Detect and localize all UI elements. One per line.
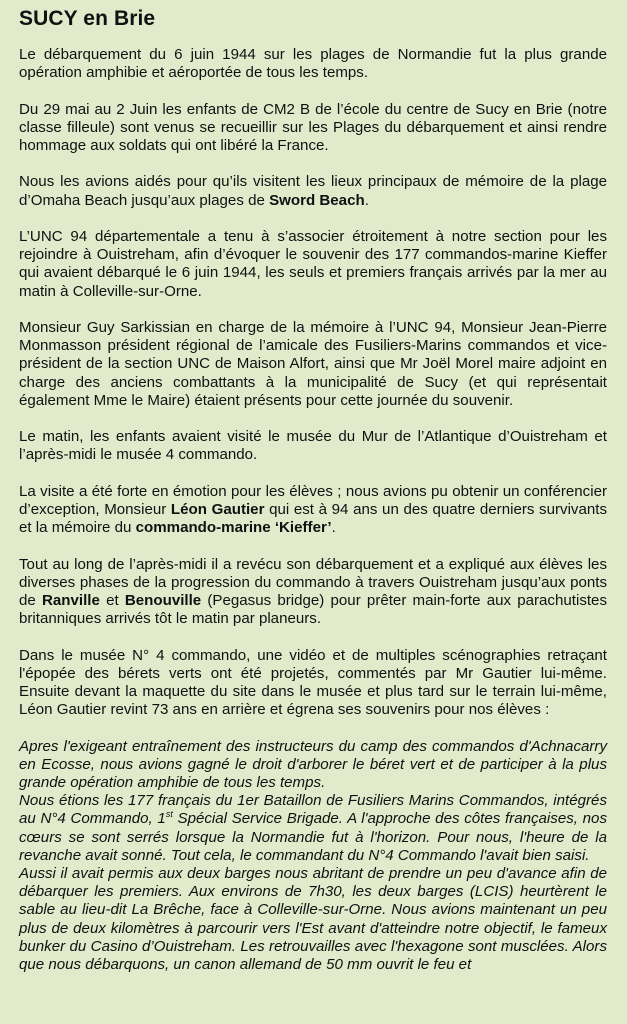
quote-landing: Aussi il avait permis aux deux barges nous abritant de prendre un peu d'avance afin de débarquer les premiers. Aux environs de 7h30, les deux barges (LCIS) heurtèrent le sable au lieu-dit La Brêche, face à Colleville-sur-Orne. Nous avions maintenant un peu plus de deux kilomètres à parcourir vers l'Est avant d'atteindre notre objectif, le fameux bunker du Casino d’Ouistreham. Les retrouvailles avec l'hexagone sont musclées. Alors que nous débarquons, un canon allemand de 50 mm ouvrit le feu et	[19, 865, 607, 974]
benouville-bold: Benouville	[124, 591, 202, 609]
page-title: SUCY en Brie	[19, 7, 156, 30]
commando-kieffer-bold: commando-marine ‘Kieffer’	[135, 519, 332, 537]
paragraph-unc94: L’UNC 94 départementale a tenu à s’associer étroitement à notre section pour les rejoindre à Ouistreham, afin d’évoquer le souvenir des 177 commandos-marine Kieffer qui avaient débarqué le 6 juin 1944, les seuls et premiers français arrivés par la mer au matin à Colleville-sur-Orne.	[19, 227, 607, 300]
paragraph-attendees: Monsieur Guy Sarkissian en charge de la mémoire à l’UNC 94, Monsieur Jean-Pierre Monmasson président régional de l’amicale des Fusiliers-Marins commandos et vice-président de la section UNC de Maison Alfort, ainsi que Mr Joël Morel maire adjoint en charge des anciens combattants à la municipalité de Sucy (et qui représentait également Mme le Maire) étaient présents pour cette journée du souvenir.	[19, 318, 607, 409]
article-body	[19, 46, 607, 974]
paragraph-gautier: La visite a été forte en émotion pour les élèves ; nous avions pu obtenir un conférencier d’exception, Monsieur Léon Gautier qui est à 94 ans un des quatre derniers survivants et la mémoire du commando-marine ‘Kieffer’.	[19, 482, 607, 537]
ranville-bold: Ranville	[41, 591, 100, 609]
quote-training: Apres l'exigeant entraînement des instructeurs du camp des commandos d'Achnacarry en Ecosse, nous avions gagné le droit d'arborer le béret vert et de participer à la plus grande opération amphibie de tous les temps.	[19, 737, 607, 791]
quote-battalion: Nous étions les 177 français du 1er Bataillon de Fusiliers Marins Commandos, intégrés au N°4 Commando, 1st Spécial Service Brigade. A l'approche des côtes françaises, nos cœurs se sont serrés lorsque la Normandie fut à l'horizon. Pour nous, l'heure de la revanche avait sonné. Tout cela, le commandant du N°4 Commando l'avait bien saisi.	[19, 792, 607, 864]
paragraph-museum-video: Dans le musée N° 4 commando, une vidéo et de multiples scénographies retraçant l'épopée des bérets verts ont été projetés, commentés par Mr Gautier lui-même. Ensuite devant la maquette du site dans le musée et plus tard sur le terrain lui-même, Léon Gautier revint 73 ans en arrière et égrena ses souvenirs pour nos élèves :	[19, 646, 607, 719]
paragraph-afternoon: Tout au long de l’après-midi il a revécu son débarquement et a expliqué aux élèves les diverses phases de la progression du commando à travers Ouistreham jusqu’aux ponts de Ranville et Benouville (Pegasus bridge) pour prêter main-forte aux parachutistes britanniques arrivés tôt le matin par planeurs.	[19, 555, 607, 628]
paragraph-help: Nous les avions aidés pour qu’ils visitent les lieux principaux de mémoire de la plage d’Omaha Beach jusqu’aux plages de Sword Beach.	[19, 173, 607, 209]
paragraph-museums: Le matin, les enfants avaient visité le musée du Mur de l’Atlantique d’Ouistreham et l’après-midi le musée 4 commando.	[19, 428, 607, 464]
sword-beach-bold: Sword Beach	[269, 191, 365, 209]
paragraph-visit: Du 29 mai au 2 Juin les enfants de CM2 B de l’école du centre de Sucy en Brie (notre classe filleule) sont venus se recueillir sur les Plages du débarquement et ainsi rendre hommage aux soldats qui ont libéré la France.	[19, 100, 607, 154]
leon-gautier-bold: Léon Gautier	[170, 500, 265, 518]
paragraph-intro: Le débarquement du 6 juin 1944 sur les plages de Normandie fut la plus grande opération amphibie et aéroportée de tous les temps.	[19, 46, 607, 82]
